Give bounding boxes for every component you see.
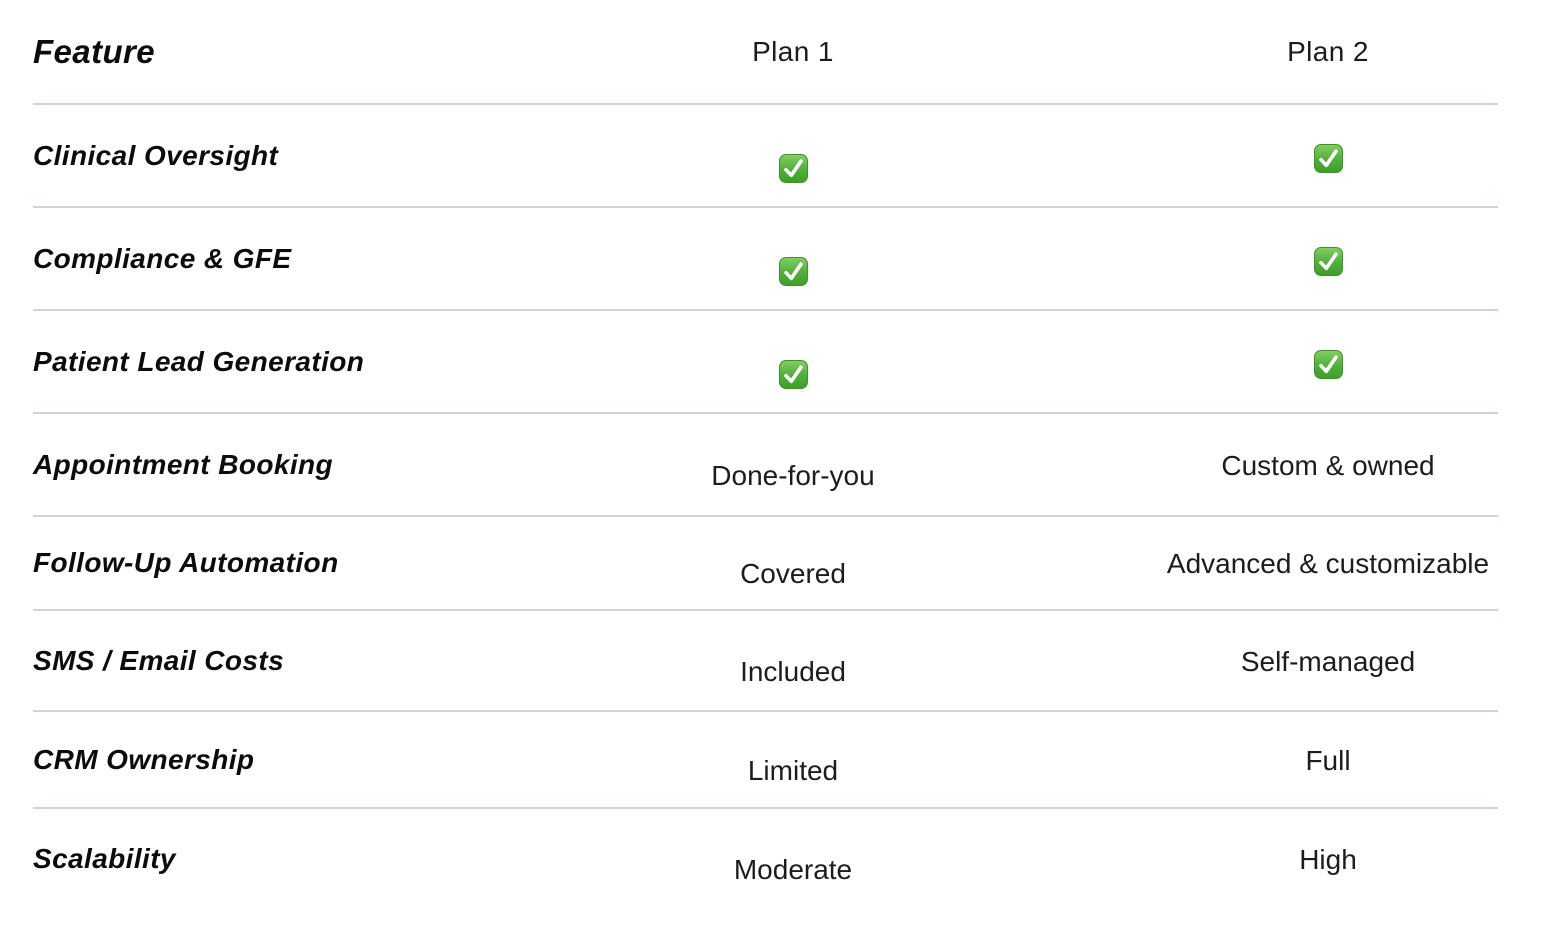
check-icon [1314, 144, 1343, 173]
plan2-value [1158, 449, 1498, 481]
column-header-plan2: Plan 2 [1287, 35, 1369, 67]
plan1-value-text: Covered [740, 558, 846, 589]
plan1-value [428, 449, 1158, 491]
plan1-value-text: Limited [747, 754, 839, 786]
plan1-value [428, 139, 1158, 171]
check-icon [779, 360, 808, 389]
table-row [33, 311, 1498, 414]
plan1-value [428, 345, 1158, 377]
table-body [33, 105, 1498, 909]
feature-label: SMS / Email Costs [33, 644, 285, 676]
table-row [33, 712, 1498, 809]
feature-label: Patient Lead Generation [33, 345, 365, 377]
table-header-row [33, 0, 1498, 105]
plan2-value [1158, 645, 1498, 677]
check-icon [1314, 350, 1343, 379]
plan1-value-text: Done-for-you [711, 459, 875, 491]
plan2-value [1158, 744, 1498, 776]
plan2-value [1158, 843, 1498, 875]
plan2-value-text: Advanced & customizable [1166, 548, 1490, 579]
check-icon [1314, 247, 1343, 276]
plan1-value-text: Moderate [733, 854, 853, 885]
plan2-value [1158, 547, 1498, 579]
table-row [33, 208, 1498, 311]
column-header-feature: Feature [33, 32, 156, 70]
table-row [33, 809, 1498, 909]
feature-label: Scalability [33, 843, 176, 874]
plan1-value [428, 547, 1158, 589]
feature-label: Clinical Oversight [33, 139, 279, 171]
feature-label: Compliance & GFE [33, 242, 292, 274]
plan2-value-text: Custom & owned [1221, 449, 1435, 481]
feature-label: Follow-Up Automation [33, 547, 339, 578]
plan1-value [428, 744, 1158, 786]
plan1-value-text: Included [740, 655, 846, 687]
plan1-value [428, 242, 1158, 274]
table-row [33, 517, 1498, 611]
feature-label: CRM Ownership [33, 743, 255, 775]
table-row [33, 414, 1498, 517]
plan2-value [1158, 139, 1498, 171]
plan2-value-text: High [1299, 844, 1357, 875]
table-row [33, 105, 1498, 208]
comparison-table [33, 0, 1498, 909]
column-header-plan1: Plan 1 [752, 35, 834, 67]
plan2-value [1158, 242, 1498, 274]
plan2-value-text: Full [1305, 744, 1351, 776]
plan1-value [428, 645, 1158, 687]
table-row [33, 611, 1498, 712]
feature-label: Appointment Booking [33, 448, 334, 480]
check-icon [779, 257, 808, 286]
plan2-value [1158, 345, 1498, 377]
plan1-value [428, 843, 1158, 885]
check-icon [779, 154, 808, 183]
plan2-value-text: Self-managed [1240, 645, 1416, 677]
